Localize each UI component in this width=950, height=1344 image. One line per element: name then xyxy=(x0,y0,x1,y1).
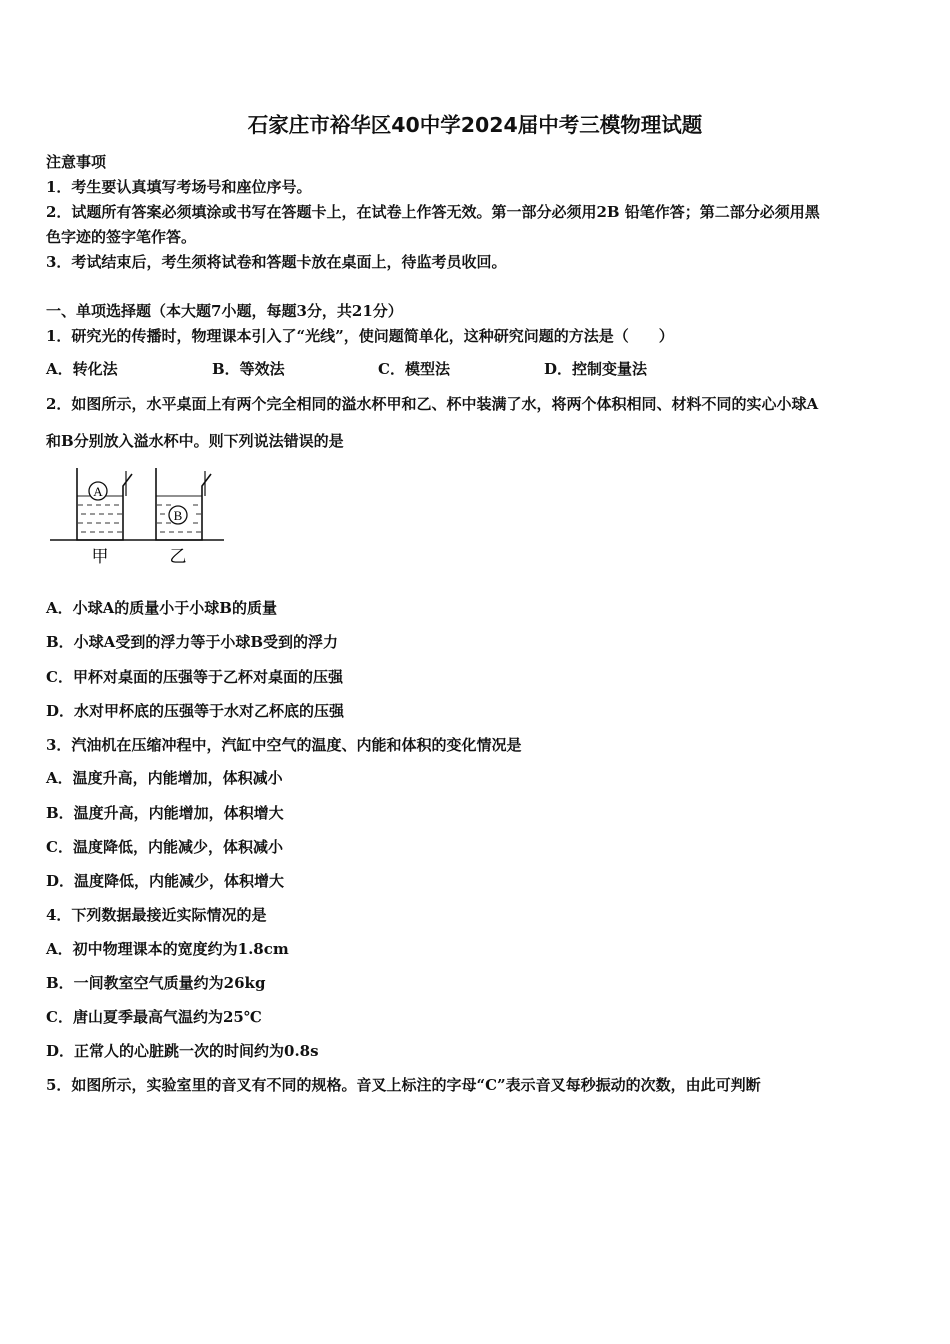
q3-stem: 3．汽油机在压缩冲程中，汽缸中空气的温度、内能和体积的变化情况是 xyxy=(46,736,522,754)
cup-right-label: 乙 xyxy=(169,547,187,567)
section-heading: 一、单项选择题（本大题7小题，每题3分，共21分） xyxy=(46,302,403,320)
page-title: 石家庄市裕华区40中学2024届中考三模物理试题 xyxy=(247,113,703,137)
q1-option-b: B．等效法 xyxy=(212,360,285,378)
q3-option-d: D．温度降低，内能减少，体积增大 xyxy=(46,872,285,890)
q4-option-d: D．正常人的心脏跳一次的时间约为0.8s xyxy=(46,1042,319,1060)
q3-option-b: B．温度升高，内能增加，体积增大 xyxy=(46,804,284,822)
cup-right xyxy=(156,468,211,540)
q2-stem-line1: 2．如图所示，水平桌面上有两个完全相同的溢水杯甲和乙、杯中装满了水，将两个体积相同、材料不同的实心小球A xyxy=(46,395,819,413)
cup-left xyxy=(77,468,132,540)
q2-option-b: B．小球A受到的浮力等于小球B受到的浮力 xyxy=(46,633,338,651)
notice-item-1: 1．考生要认真填写考场号和座位序号。 xyxy=(46,178,312,196)
q3-option-c: C．温度降低，内能减少，体积减小 xyxy=(46,838,283,856)
q2-stem-line2: 和B分别放入溢水杯中。则下列说法错误的是 xyxy=(46,432,344,450)
ball-b-label: B xyxy=(173,508,183,523)
q5-stem: 5．如图所示，实验室里的音叉有不同的规格。音叉上标注的字母“C”表示音叉每秒振动的次数，由此可判断 xyxy=(46,1076,761,1094)
notice-heading: 注意事项 xyxy=(46,153,107,171)
q1-option-d: D．控制变量法 xyxy=(544,360,648,378)
q2-option-d: D．水对甲杯底的压强等于水对乙杯底的压强 xyxy=(46,702,345,720)
q3-option-a: A．温度升高，内能增加，体积减小 xyxy=(46,769,283,787)
q2-option-a: A．小球A的质量小于小球B的质量 xyxy=(46,599,277,617)
notice-item-2-cont: 色字迹的签字笔作答。 xyxy=(46,228,197,246)
q4-option-b: B．一间教室空气质量约为26kg xyxy=(46,974,266,992)
notice-item-3: 3．考试结束后，考生须将试卷和答题卡放在桌面上，待监考员收回。 xyxy=(46,253,507,271)
q1-stem: 1．研究光的传播时，物理课本引入了“光线”，使问题简单化，这种研究问题的方法是（ ） xyxy=(46,327,674,345)
q1-option-a: A．转化法 xyxy=(46,360,118,378)
q1-option-c: C．模型法 xyxy=(378,360,450,378)
q4-option-c: C．唐山夏季最高气温约为25℃ xyxy=(46,1008,262,1026)
cup-left-label: 甲 xyxy=(91,547,109,567)
q4-stem: 4．下列数据最接近实际情况的是 xyxy=(46,906,267,924)
q2-option-c: C．甲杯对桌面的压强等于乙杯对桌面的压强 xyxy=(46,668,343,686)
overflow-cups-figure xyxy=(48,462,228,570)
ball-a-label: A xyxy=(93,484,103,499)
q4-option-a: A．初中物理课本的宽度约为1.8cm xyxy=(46,940,289,958)
water-left xyxy=(77,496,123,532)
notice-item-2: 2．试题所有答案必须填涂或书写在答题卡上，在试卷上作答无效。第一部分必须用2B 铅笔作答；第二部分必须用黑 xyxy=(46,203,820,221)
q1-options xyxy=(46,359,710,379)
